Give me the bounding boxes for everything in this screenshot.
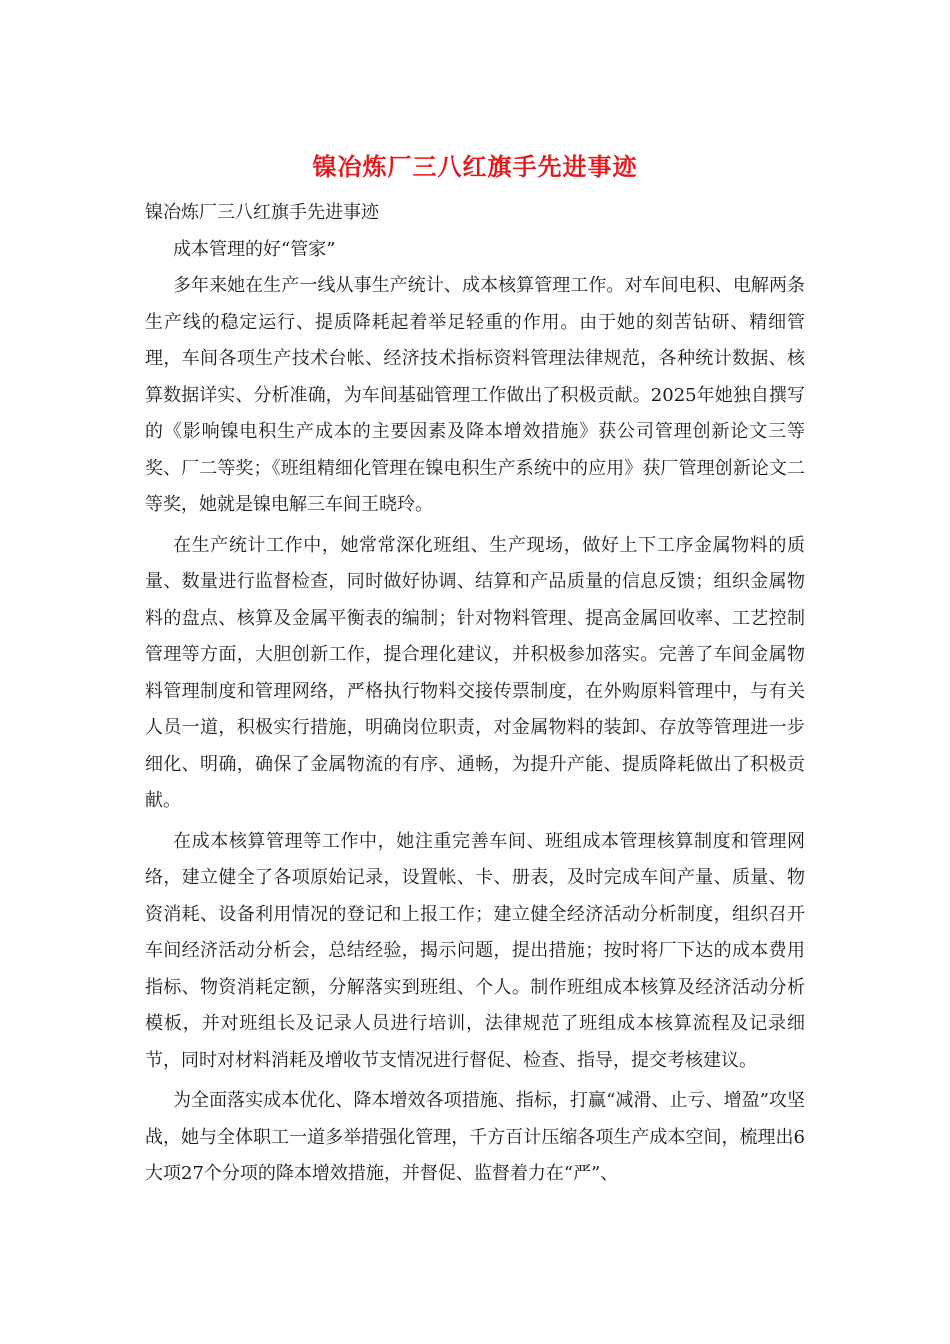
body-paragraph: 在生产统计工作中，她常常深化班组、生产现场，做好上下工序金属物料的质量、数量进行监督检查，同时做好协调、结算和产品质量的信息反馈；组织金属物料的盘点、核算及金属平衡表的编制；针对物料管理、提高金属回收率、工艺控制管理等方面，大胆创新工作，提合理化建议，并积极参加落实。完善了车间金属物料管理制度和管理网络，严格执行物料交接传票制度，在外购原料管理中，与有关人员一道，积极实行措施，明确岗位职责，对金属物料的装卸、存放等管理进一步细化、明确，确保了金属物流的有序、通畅，为提升产能、提质降耗做出了积极贡献。 [145,534,805,811]
section-heading: 成本管理的好“管家” [173,238,336,260]
body-paragraph: 在成本核算管理等工作中，她注重完善车间、班组成本管理核算制度和管理网络，建立健全了各项原始记录，设置帐、卡、册表，及时完成车间产量、质量、物资消耗、设备利用情况的登记和上报工作；建立健全经济活动分析制度，组织召开车间经济活动分析会，总结经验，揭示问题，提出措施；按时将厂下达的成本费用指标、物资消耗定额，分解落实到班组、个人。制作班组成本核算及经济活动分析模板，并对班组长及记录人员进行培训，法律规范了班组成本核算流程及记录细节，同时对材料消耗及增收节支情况进行督促、检查、指导，提交考核建议。 [145,830,805,1071]
body-paragraph: 多年来她在生产一线从事生产统计、成本核算管理工作。对车间电积、电解两条生产线的稳定运行、提质降耗起着举足轻重的作用。由于她的刻苦钻研、精细管理，车间各项生产技术台帐、经济技术指标资料管理法律规范，各种统计数据、核算数据详实、分析准确，为车间基础管理工作做出了积极贡献。2025年她独自撰写的《影响镍电积生产成本的主要因素及降本增效措施》获公司管理创新论文三等奖、厂二等奖；《班组精细化管理在镍电积生产系统中的应用》获厂管理创新论文二等奖，她就是镍电解三车间王晓玲。 [145,275,805,515]
subtitle-paragraph: 镍冶炼厂三八红旗手先进事迹 [145,202,379,223]
document-title: 镍冶炼厂三八红旗手先进事迹 [312,152,638,181]
document-body [145,195,805,1193]
body-paragraph: 为全面落实成本优化、降本增效各项措施、指标，打赢“减滑、止亏、增盈”攻坚战，她与全体职工一道多举措强化管理，千方百计压缩各项生产成本空间，梳理出6大项27个分项的降本增效措施，并督促、监督着力在“严”、 [145,1090,805,1184]
